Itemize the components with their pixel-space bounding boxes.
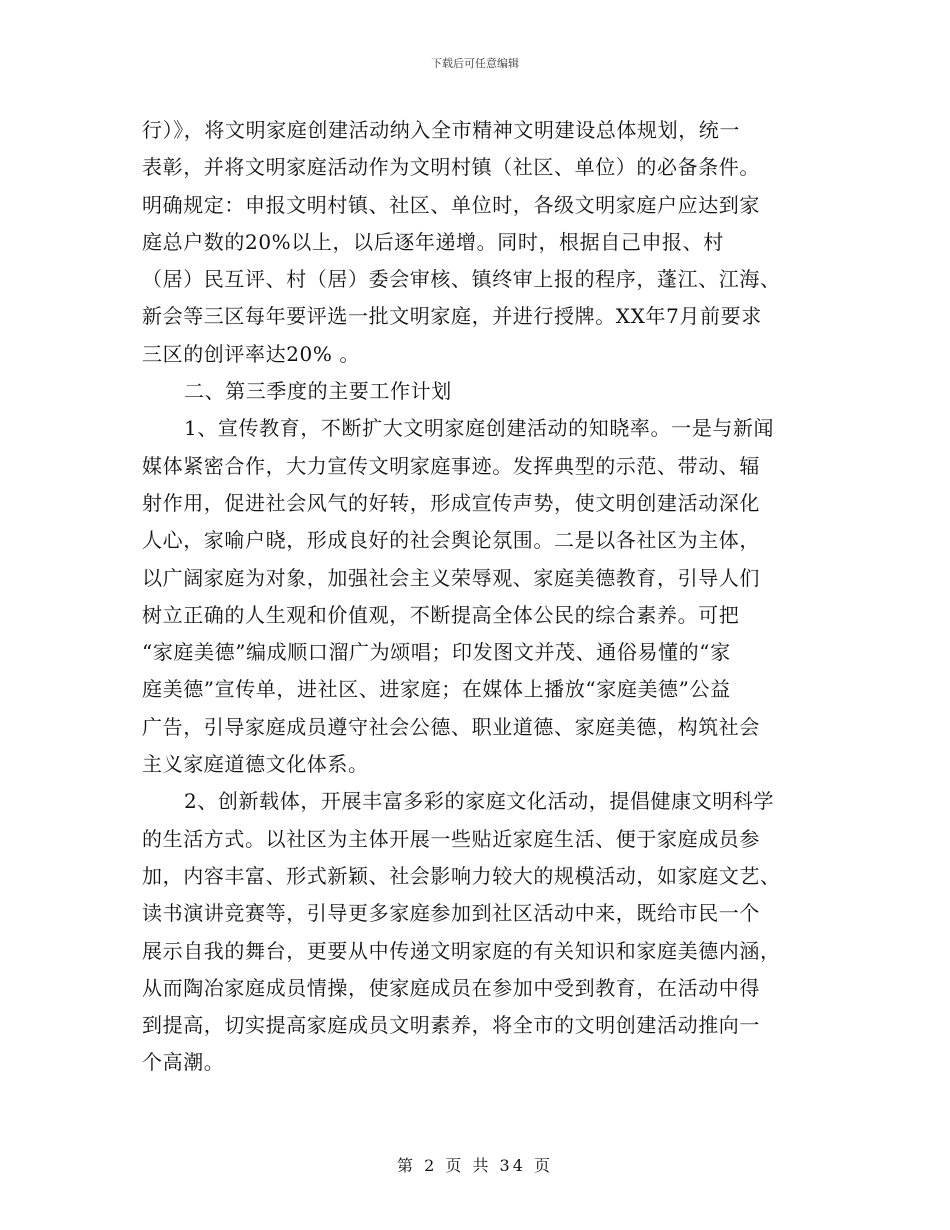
text-line: 从而陶冶家庭成员情操，使家庭成员在参加中受到教育，在活动中得 xyxy=(142,975,760,1000)
header-note: 下载后可任意编辑 xyxy=(431,57,519,70)
text-line: 明确规定：申报文明村镇、社区、单位时，各级文明家庭户应达到家 xyxy=(142,192,760,217)
text-line: 新会等三区每年要评选一批文明家庭，并进行授牌。XX年7月前要求 xyxy=(142,304,762,329)
page-footer: 第 2 页 共 34 页 xyxy=(397,1156,553,1175)
text-line: 读书演讲竞赛等，引导更多家庭参加到社区活动中来，既给市民一个 xyxy=(142,901,760,926)
text-line: 庭总户数的20%以上，以后逐年递增。同时，根据自己申报、村 xyxy=(142,229,724,254)
text-line: 三区的创评率达20% 。 xyxy=(142,341,361,366)
text-line: 到提高，切实提高家庭成员文明素养，将全市的文明创建活动推向一 xyxy=(142,1013,760,1038)
text-line: （居）民互评、村（居）委会审核、镇终审上报的程序，蓬江、江海、 xyxy=(142,267,781,292)
text-line: 表彰，并将文明家庭活动作为文明村镇（社区、单位）的必备条件。 xyxy=(142,155,760,180)
document-body xyxy=(142,112,810,1082)
text-line: 的生活方式。以社区为主体开展一些贴近家庭生活、便于家庭成员参 xyxy=(142,826,760,851)
text-line: 1、宣传教育，不断扩大文明家庭创建活动的知晓率。一是与新闻 xyxy=(184,416,775,441)
text-line: 射作用，促进社会风气的好转，形成宣传声势，使文明创建活动深化 xyxy=(142,490,760,515)
text-line: “家庭美德”编成顺口溜广为颂唱；印发图文并茂、通俗易懂的“家 xyxy=(142,640,731,665)
text-line: 行）》，将文明家庭创建活动纳入全市精神文明建设总体规划，统一 xyxy=(142,118,740,142)
text-line: 二、第三季度的主要工作计划 xyxy=(184,379,452,404)
text-line: 广告，引导家庭成员遵守社会公德、职业道德、家庭美德，构筑社会 xyxy=(142,714,760,739)
text-line: 人心，家喻户晓，形成良好的社会舆论氛围。二是以各社区为主体， xyxy=(142,528,760,553)
text-line: 庭美德”宣传单，进社区、进家庭；在媒体上播放“家庭美德”公益 xyxy=(142,677,731,702)
text-line: 以广阔家庭为对象，加强社会主义荣辱观、家庭美德教育，引导人们 xyxy=(142,565,760,590)
text-line: 树立正确的人生观和价值观，不断提高全体公民的综合素养。可把 xyxy=(142,602,740,627)
text-line: 主义家庭道德文化体系。 xyxy=(142,752,369,777)
text-line: 媒体紧密合作，大力宣传文明家庭事迹。发挥典型的示范、带动、辐 xyxy=(142,453,760,478)
text-line: 加，内容丰富、形式新颖、社会影响力较大的规模活动，如家庭文艺、 xyxy=(142,863,781,888)
text-line: 2、创新载体，开展丰富多彩的家庭文化活动，提倡健康文明科学 xyxy=(184,789,775,814)
text-line: 展示自我的舞台，更要从中传递文明家庭的有关知识和家庭美德内涵， xyxy=(142,938,781,963)
text-line: 个高潮。 xyxy=(142,1050,225,1075)
